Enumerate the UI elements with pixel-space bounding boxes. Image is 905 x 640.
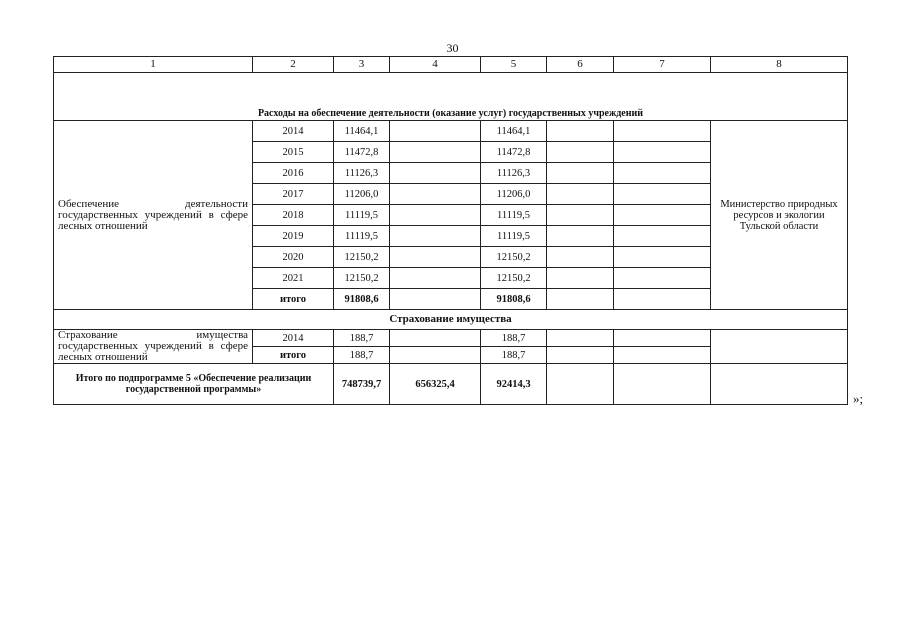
empty-cell xyxy=(547,364,614,405)
total-value: 188,7 xyxy=(334,347,390,364)
value-cell xyxy=(390,184,481,205)
empty-cell xyxy=(614,184,711,205)
value-cell: 11464,1 xyxy=(334,121,390,142)
ministry-cell: Министерство природных ресурсов и экологии Тульской области xyxy=(711,121,848,310)
empty-cell xyxy=(390,330,481,347)
total-label: итого xyxy=(253,347,334,364)
value-cell xyxy=(390,121,481,142)
grand-total-value: 92414,3 xyxy=(481,364,547,405)
value-cell: 12150,2 xyxy=(481,247,547,268)
section2-title: Страхование имущества xyxy=(54,310,848,330)
empty-cell xyxy=(614,163,711,184)
total-label: итого xyxy=(253,289,334,310)
empty-cell xyxy=(614,347,711,364)
empty-cell xyxy=(547,247,614,268)
empty-cell xyxy=(547,142,614,163)
value-cell: 188,7 xyxy=(334,330,390,347)
total-value xyxy=(390,289,481,310)
year-cell: 2014 xyxy=(253,330,334,347)
total-value: 188,7 xyxy=(481,347,547,364)
year-cell: 2021 xyxy=(253,268,334,289)
grand-total-value: 748739,7 xyxy=(334,364,390,405)
value-cell: 11126,3 xyxy=(481,163,547,184)
table-row xyxy=(54,121,848,142)
value-cell xyxy=(390,247,481,268)
empty-cell xyxy=(614,268,711,289)
empty-cell xyxy=(614,364,711,405)
table-row xyxy=(54,330,848,347)
empty-cell xyxy=(547,289,614,310)
empty-cell xyxy=(614,142,711,163)
value-cell: 11472,8 xyxy=(334,142,390,163)
section2-description: Страхование имущества государственных учреждений в сфере лесных отношений xyxy=(54,330,253,364)
empty-cell xyxy=(390,347,481,364)
empty-cell xyxy=(614,121,711,142)
header-col-4: 4 xyxy=(390,57,481,73)
header-col-6: 6 xyxy=(547,57,614,73)
empty-cell xyxy=(614,226,711,247)
total-value: 91808,6 xyxy=(481,289,547,310)
value-cell: 11126,3 xyxy=(334,163,390,184)
year-cell: 2020 xyxy=(253,247,334,268)
header-col-3: 3 xyxy=(334,57,390,73)
value-cell: 12150,2 xyxy=(334,247,390,268)
empty-cell xyxy=(547,205,614,226)
empty-cell xyxy=(711,330,848,364)
section2-title-row xyxy=(54,310,848,330)
section1-title: Расходы на обеспечение деятельности (оказание услуг) государственных учреждений xyxy=(54,73,848,121)
year-cell: 2018 xyxy=(253,205,334,226)
value-cell xyxy=(390,163,481,184)
section1-title-row xyxy=(54,73,848,121)
value-cell: 12150,2 xyxy=(481,268,547,289)
year-cell: 2015 xyxy=(253,142,334,163)
grand-total-row xyxy=(54,364,848,405)
page-number: 30 xyxy=(446,41,459,55)
empty-cell xyxy=(547,184,614,205)
value-cell: 11206,0 xyxy=(481,184,547,205)
value-cell: 11464,1 xyxy=(481,121,547,142)
value-cell xyxy=(390,205,481,226)
value-cell: 188,7 xyxy=(481,330,547,347)
header-row xyxy=(54,57,848,73)
empty-cell xyxy=(711,364,848,405)
value-cell: 11206,0 xyxy=(334,184,390,205)
value-cell: 11119,5 xyxy=(334,226,390,247)
value-cell: 11472,8 xyxy=(481,142,547,163)
year-cell: 2019 xyxy=(253,226,334,247)
value-cell xyxy=(390,142,481,163)
year-cell: 2017 xyxy=(253,184,334,205)
year-cell: 2014 xyxy=(253,121,334,142)
section1-description: Обеспечение деятельности государственных учреждений в сфере лесных отношений xyxy=(54,121,253,310)
header-col-2: 2 xyxy=(253,57,334,73)
header-col-1: 1 xyxy=(54,57,253,73)
closing-quote: »; xyxy=(853,391,864,406)
empty-cell xyxy=(547,121,614,142)
empty-cell xyxy=(547,226,614,247)
grand-total-label: Итого по подпрограмме 5 «Обеспечение реализации государственной программы» xyxy=(54,364,334,405)
value-cell xyxy=(390,226,481,247)
empty-cell xyxy=(547,347,614,364)
value-cell: 11119,5 xyxy=(481,205,547,226)
empty-cell xyxy=(614,330,711,347)
empty-cell xyxy=(614,247,711,268)
value-cell: 11119,5 xyxy=(334,205,390,226)
value-cell: 12150,2 xyxy=(334,268,390,289)
empty-cell xyxy=(547,330,614,347)
header-col-5: 5 xyxy=(481,57,547,73)
year-cell: 2016 xyxy=(253,163,334,184)
total-value: 91808,6 xyxy=(334,289,390,310)
empty-cell xyxy=(547,268,614,289)
grand-total-value: 656325,4 xyxy=(390,364,481,405)
budget-table xyxy=(53,56,848,405)
empty-cell xyxy=(547,163,614,184)
value-cell xyxy=(390,268,481,289)
header-col-8: 8 xyxy=(711,57,848,73)
empty-cell xyxy=(614,289,711,310)
empty-cell xyxy=(614,205,711,226)
value-cell: 11119,5 xyxy=(481,226,547,247)
header-col-7: 7 xyxy=(614,57,711,73)
